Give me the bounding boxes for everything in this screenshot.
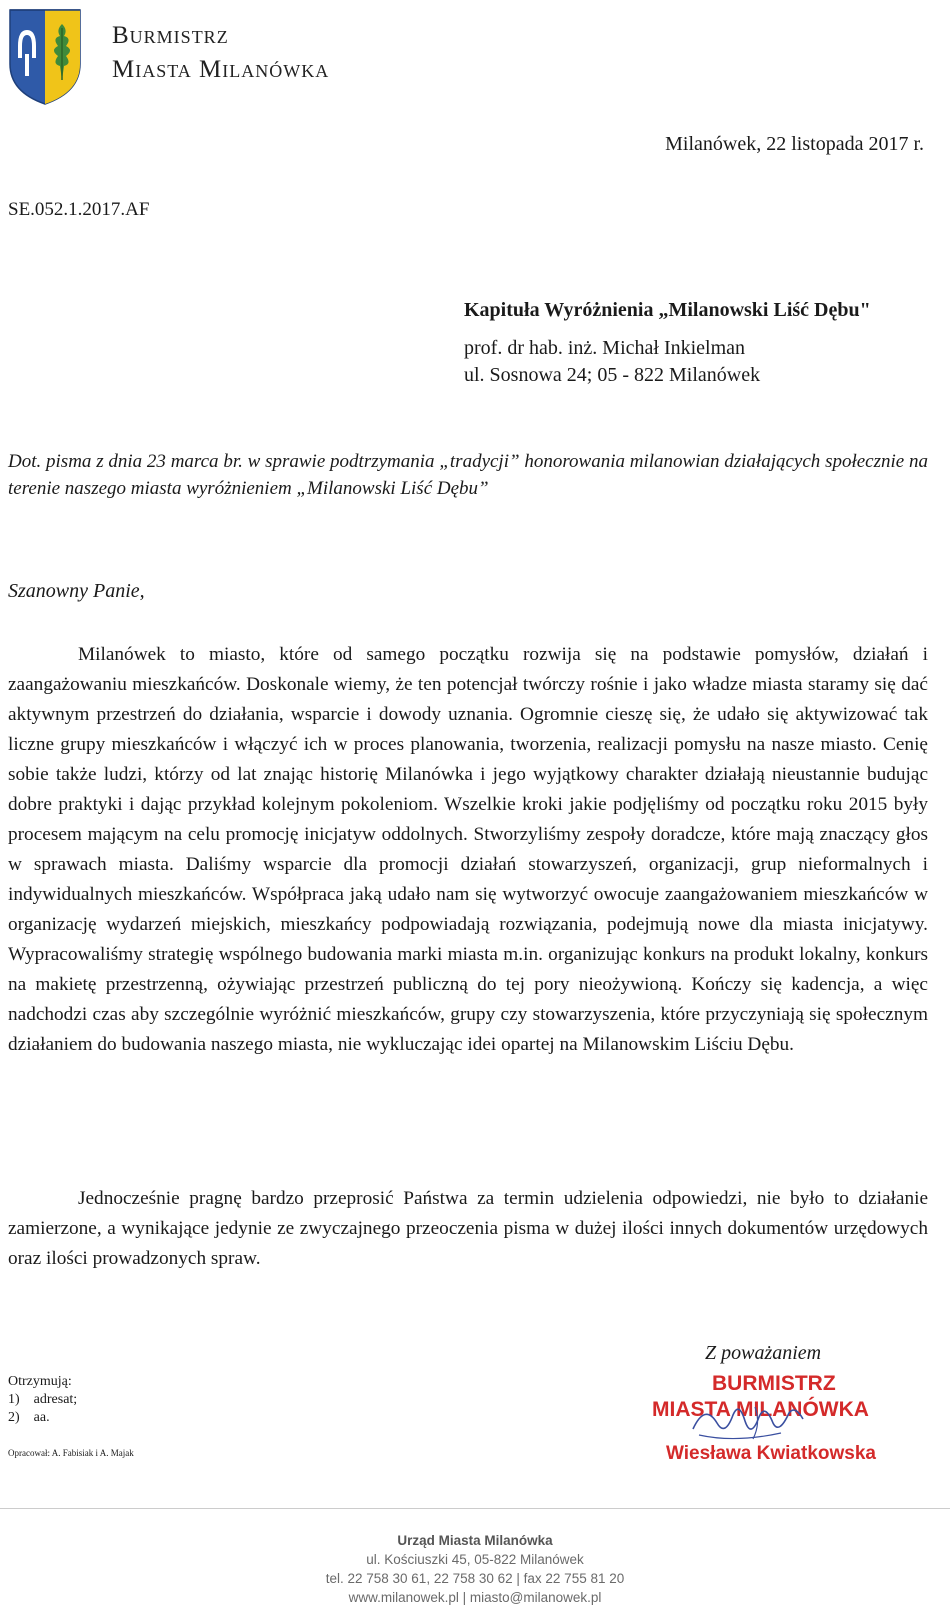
stamp-name: Wiesława Kwiatkowska: [666, 1443, 876, 1464]
stamp-title: BURMISTRZ: [712, 1372, 836, 1395]
body-paragraph: Jednocześnie pragnę bardzo przeprosić Państwa za termin udzielenia odpowiedzi, nie było to działanie zamierzone, a wynikające jedynie ze zwyczajnego przeoczenia pisma w dużej ilości innych dokumentów urzędowych oraz ilości prowadzonych spraw.: [8, 1188, 928, 1269]
body-paragraph: Milanówek to miasto, które od samego początku rozwija się na podstawie pomysłów, działań i zaangażowaniu mieszkańców. Doskonale wiemy, że ten potencjał twórczy rośnie i jako władze miasta staramy się dać aktywnym przestrzeń do działania, wsparcie i dowody uznania. Ogromnie cieszę się, że udało się aktywizować tak liczne grupy mieszkańców i włączyć ich w proces planowania, tworzenia, realizacji pomysłu na nasze miasto. Cenię sobie także ludzi, którzy od lat znając historię Milanówka i jego wyjątkowy charakter działają nieustannie budując dobre praktyki i dając przykład kolejnym pokoleniom. Wszelkie kroki jakie podjęliśmy od początku roku 2015 były procesem mającym na celu promocję inicjatyw oddolnych. Stworzyliśmy zespoły doradcze, które mają znaczący głos w sprawach miasta. Daliśmy wsparcie dla promocji działań stowarzyszeń, organizacji, grup nieformalnych i indywidualnych mieszkańców. Współpraca jaką udało nam się wytworzyć owocuje zaangażowaniem mieszkańców w organizację wydarzeń miejskich, mieszkańcy podpowiadają rozwiązania, podejmują nowe dla miasta inicjatywy. Wypracowaliśmy strategię wspólnego budowania marki miasta m.in. organizując konkurs na produkt lokalny, konkurs na makietę przestrzenną, ożywiając przestrzeń publiczną do tej pory nieożywioną. Kończy się kadencja, a więc nadchodzi czas aby szczególnie wyróżnić mieszkańców, grupy czy stowarzyszenia, które przyczyniają się społecznym działaniem do budowania naszego miasta, nie wykluczając idei opartej na Milanowskim Liściu Dębu.: [8, 644, 928, 1055]
letter-subject: Dot. pisma z dnia 23 marca br. w sprawie podtrzymania „tradycji” honorowania milanowian działających społecznie na terenie naszego miasta wyróżnieniem „Milanowski Liść Dębu”: [8, 451, 928, 499]
header-title: Burmistrz: [112, 22, 229, 49]
footer-web: www.milanowek.pl | miasto@milanowek.pl: [348, 1590, 602, 1605]
footer-divider: [0, 1508, 950, 1509]
footer-office: Urząd Miasta Milanówka: [397, 1533, 553, 1548]
salutation: Szanowny Panie,: [8, 580, 145, 602]
addressee-person: prof. dr hab. inż. Michał Inkielman: [464, 337, 746, 359]
recipient-item: 2) aa.: [8, 1410, 50, 1425]
addressee-address: ul. Sosnowa 24; 05 - 822 Milanówek: [464, 364, 761, 386]
footer-phones: tel. 22 758 30 61, 22 758 30 62 | fax 22 755 81 20: [325, 1571, 625, 1586]
footer-address: ul. Kościuszki 45, 05-822 Milanówek: [366, 1552, 584, 1567]
recipient-item: 1) adresat;: [8, 1392, 78, 1407]
closing-phrase: Z poważaniem: [705, 1342, 822, 1364]
prepared-by: Opracował: A. Fabisiak i A. Majak: [8, 1448, 134, 1458]
recipients-heading: Otrzymują:: [8, 1374, 72, 1389]
stamp-subtitle: MIASTA MILANÓWKA: [652, 1398, 869, 1421]
coat-of-arms-icon: [6, 6, 84, 106]
addressee-organization: Kapituła Wyróżnienia „Milanowski Liść Dębu": [464, 299, 871, 321]
signature: [685, 1393, 815, 1447]
reference-number: SE.052.1.2017.AF: [8, 199, 150, 220]
header-subtitle: Miasta Milanówka: [112, 56, 330, 83]
letter-date: Milanówek, 22 listopada 2017 r.: [665, 133, 924, 155]
